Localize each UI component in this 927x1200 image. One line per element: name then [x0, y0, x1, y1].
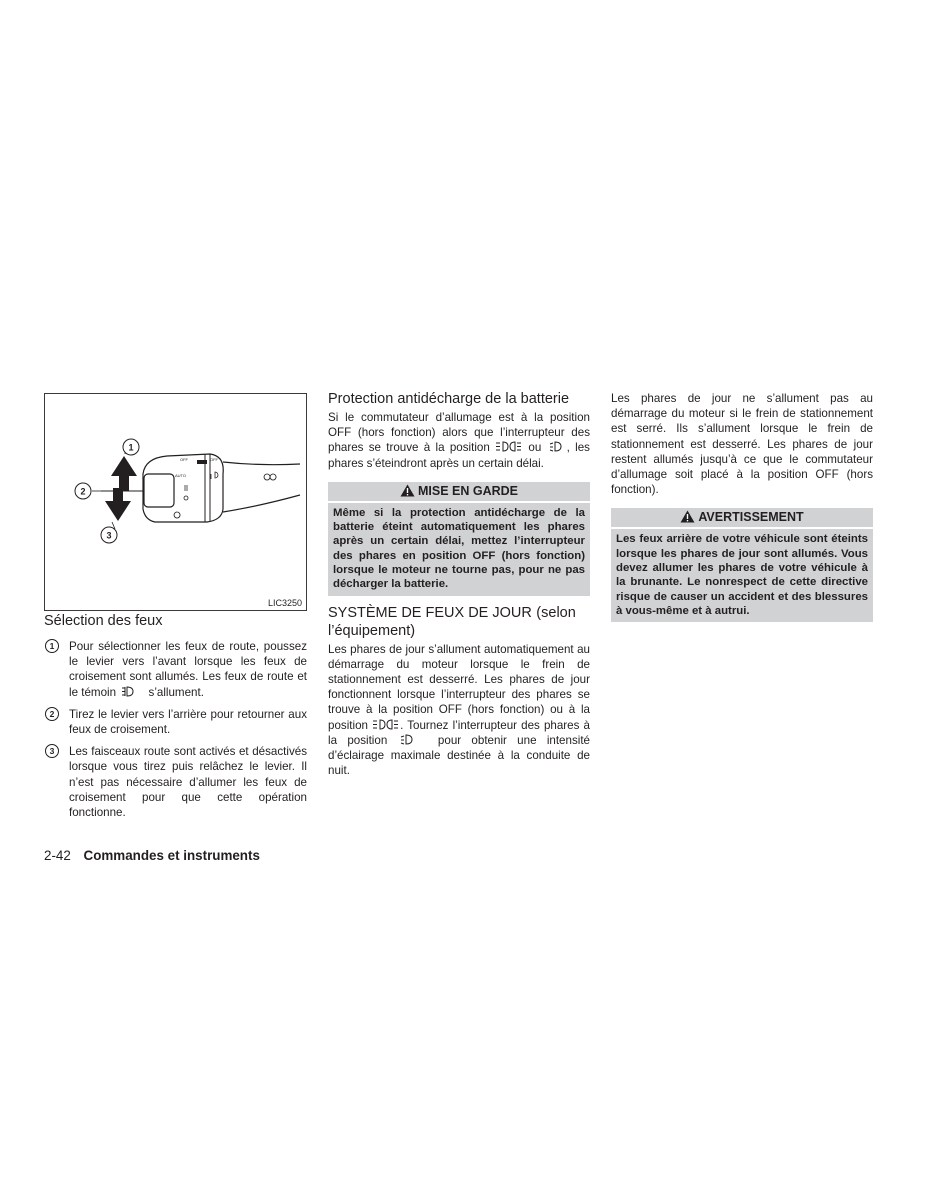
drl-detail-paragraph: Les phares de jour ne s’allument pas au démarrage du moteur si le frein de stationnement est serré. Ils s’allument lorsque le frein de stationnement est desserré. Les phares de jour restent allumés jusqu’à ce que le commutateur d’allumage soit placé à la position OFF (hors fonction). — [611, 392, 873, 497]
paragraph-text: ou — [528, 441, 542, 455]
list-item — [44, 744, 307, 820]
section-heading-drl — [328, 604, 590, 640]
paragraph-text: , les phares s’éteindront après un certain délai. — [328, 441, 590, 470]
callout-2: 2 — [80, 486, 86, 497]
paragraph-text: Si le commutateur d’allumage est à la position OFF (hors fonction) alors que l’interrupteur des phares se trouve à la position — [328, 411, 590, 455]
caution-title: MISE EN GARDE — [417, 483, 518, 498]
headlight-position-icon — [495, 441, 523, 452]
headlight-position-icon — [372, 719, 400, 730]
page-number: 2-42 — [44, 848, 71, 863]
item-number: 1 — [45, 639, 59, 653]
item-text: Tirez le levier vers l’arrière pour retourner aux feux de croisement. — [69, 707, 307, 737]
left-column — [44, 613, 307, 827]
heading-sub: (selon l’équipement) — [328, 604, 576, 639]
heading-main: SYSTÈME DE FEUX DE JOUR — [328, 604, 532, 621]
drl-paragraph — [328, 642, 590, 779]
warning-title: AVERTISSEMENT — [698, 510, 804, 525]
switch-label-off-1: OFF — [180, 457, 188, 462]
headlight-on-icon — [547, 441, 567, 452]
list-item — [44, 639, 307, 700]
switch-label-off-2: OFF — [210, 457, 218, 462]
warning-triangle-icon — [400, 484, 415, 497]
headlight-lever-figure — [44, 393, 307, 611]
item-text: Les faisceaux route sont activés et désactivés lorsque vous tirez puis relâchez le levier. Il n’est pas nécessaire d’allumer les feux de croisement pour que cette opération fonctionne. — [69, 745, 307, 820]
figure-code: LIC3250 — [267, 598, 302, 608]
item-text: Pour sélectionner les feux de route, poussez le levier vers l’avant lorsque les feux de croisement sont allumés. Les feux de route et le témoin — [69, 640, 307, 699]
page-footer — [44, 848, 260, 863]
middle-column — [328, 391, 590, 778]
paragraph-text: pour obtenir une intensité d’éclairage maximale destinée à la conduite de nuit. — [328, 733, 590, 778]
headlight-on-icon — [398, 734, 428, 745]
switch-label-auto: AUTO — [175, 473, 187, 478]
section-heading-battery-saver: Protection antidécharge de la batterie — [328, 391, 570, 407]
item-text-end: s’allument. — [148, 685, 204, 699]
warning-text: Les feux arrière de votre véhicule sont éteints lorsque les phares de jour sont allumés. Vous devez allumer les phares de votre véhicule à la brunante. Le nonrespect de cette directive risque de causer un accident et des blessures à vous-même et à autrui. — [616, 533, 868, 617]
warning-box — [611, 508, 873, 622]
right-column — [611, 391, 873, 622]
high-beam-indicator-icon — [119, 686, 145, 697]
list-item — [44, 707, 307, 737]
caution-text: Même si la protection antidécharge de la batterie éteint automatiquement les phares après un certain délai, mettez l’interrupteur des phares en position OFF (hors fonction) lorsque le moteur ne tourne pas, pour ne pas décharger la batterie. — [333, 506, 585, 591]
paragraph-text: . Tournez l’interrupteur des phares à la position — [328, 718, 590, 747]
chapter-title: Commandes et instruments — [83, 848, 260, 863]
caution-header — [328, 482, 590, 503]
section-heading-light-selection: Sélection des feux — [44, 613, 163, 629]
battery-saver-paragraph — [328, 410, 590, 471]
item-number: 2 — [45, 707, 59, 721]
caution-box — [328, 482, 590, 596]
item-number: 3 — [45, 744, 59, 758]
warning-triangle-icon — [680, 510, 695, 523]
warning-header — [611, 508, 873, 529]
callout-3: 3 — [106, 530, 112, 541]
paragraph-text: Les phares de jour s’allument automatiquement au démarrage du moteur lorsque le frein de stationnement est desserré. Les phares de jour fonctionnent lorsque l’interrupteur des phares se trouve à la position OFF (hors fonction) ou à la position — [328, 642, 590, 732]
headlight-lever-illustration — [45, 394, 306, 610]
callout-1: 1 — [128, 442, 134, 453]
